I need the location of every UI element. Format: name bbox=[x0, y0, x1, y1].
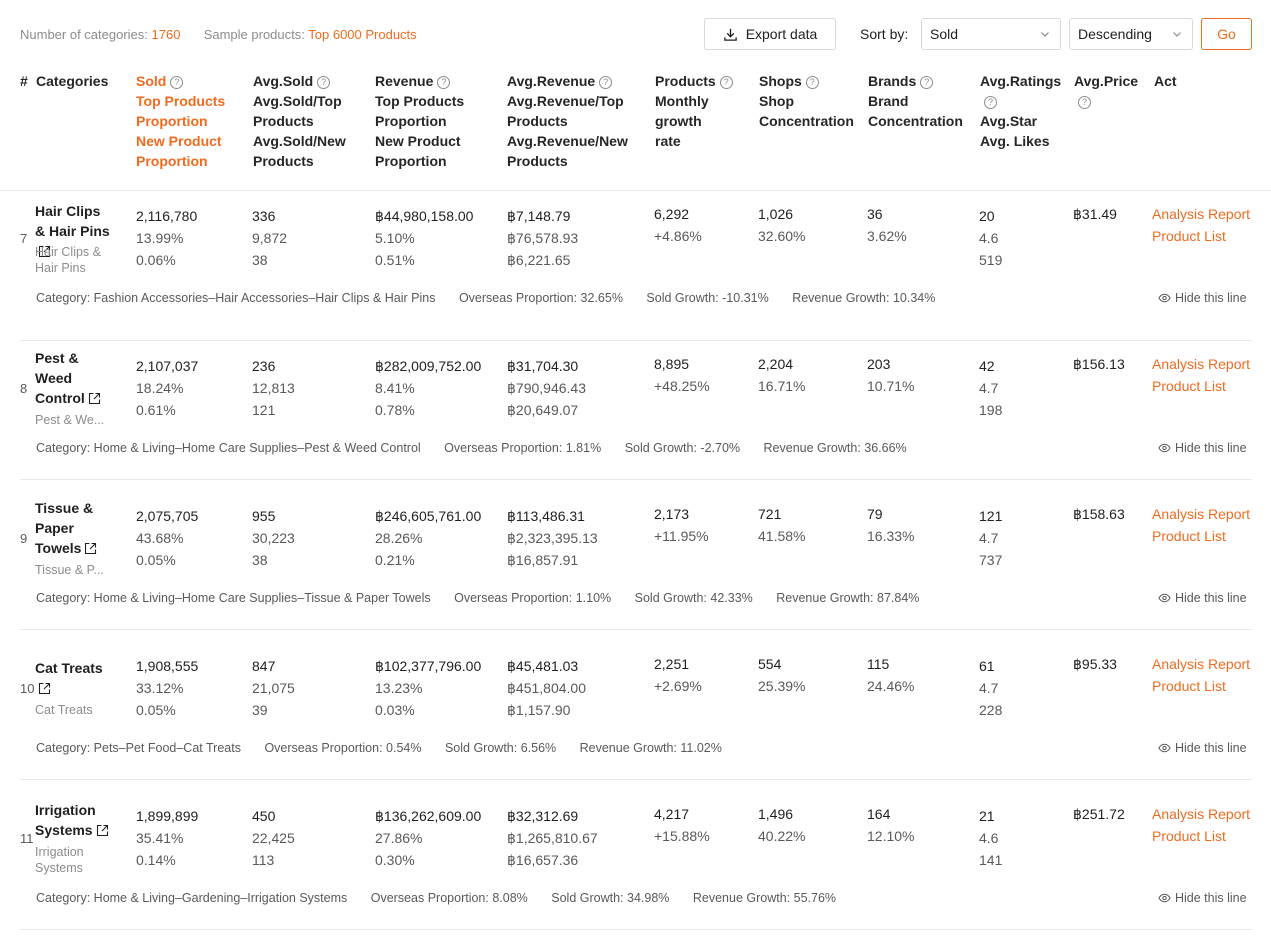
revenue-cell: ฿136,262,609.00 27.86% 0.30% bbox=[375, 808, 482, 868]
table-row bbox=[0, 780, 1271, 930]
table-row bbox=[0, 191, 1271, 341]
table-row bbox=[0, 330, 1271, 480]
header-avg-revenue[interactable]: Avg.Revenue ? Avg.Revenue/Top Products Avg.Revenue/New Products bbox=[507, 73, 628, 169]
help-icon[interactable]: ? bbox=[317, 76, 330, 89]
category-details bbox=[36, 741, 722, 755]
external-link-icon[interactable] bbox=[88, 392, 101, 405]
category-title[interactable]: Cat Treats bbox=[35, 658, 107, 698]
ratings-cell: 20 4.6 519 bbox=[979, 208, 1003, 268]
sold-growth: Sold Growth: 34.98% bbox=[551, 891, 670, 905]
avg-revenue-cell: ฿32,312.69 ฿1,265,810.67 ฿16,657.36 bbox=[507, 808, 598, 868]
product-list-link[interactable]: Product List bbox=[1152, 228, 1226, 244]
eye-icon bbox=[1158, 743, 1171, 753]
analysis-report-link[interactable]: Analysis Report bbox=[1152, 356, 1251, 372]
sample-products-value: Top 6000 Products bbox=[308, 27, 417, 42]
row-actions bbox=[1152, 803, 1250, 847]
row-actions bbox=[1152, 503, 1250, 547]
category-path: Category: Home & Living–Home Care Supplies–Tissue & Paper Towels bbox=[36, 591, 431, 605]
help-icon[interactable]: ? bbox=[1078, 96, 1091, 109]
external-link-icon[interactable] bbox=[96, 824, 109, 837]
summary-bar bbox=[20, 27, 417, 42]
shops-cell: 554 25.39% bbox=[758, 656, 806, 694]
sort-order-value: Descending bbox=[1078, 26, 1152, 42]
toolbar bbox=[0, 0, 1271, 70]
categories-count-label: Number of categories: bbox=[20, 27, 148, 42]
avg-revenue-cell: ฿45,481.03 ฿451,804.00 ฿1,157.90 bbox=[507, 658, 586, 718]
products-cell: 2,173 +11.95% bbox=[654, 506, 709, 544]
revenue-cell: ฿246,605,761.00 28.26% 0.21% bbox=[375, 508, 482, 568]
avg-sold-cell: 955 30,223 38 bbox=[252, 508, 295, 568]
category-title[interactable]: Tissue & Paper Towels bbox=[35, 498, 101, 558]
header-avg-sold[interactable]: Avg.Sold ? Avg.Sold/Top Products Avg.Sold/New Products bbox=[253, 73, 346, 169]
products-cell: 4,217 +15.88% bbox=[654, 806, 710, 844]
help-icon[interactable]: ? bbox=[170, 76, 183, 89]
row-actions bbox=[1152, 653, 1250, 697]
revenue-growth: Revenue Growth: 10.34% bbox=[792, 291, 936, 305]
analysis-report-link[interactable]: Analysis Report bbox=[1152, 206, 1251, 222]
brands-cell: 203 10.71% bbox=[867, 356, 915, 394]
sold-growth: Sold Growth: 42.33% bbox=[634, 591, 753, 605]
category-subtitle: Irrigation Systems bbox=[35, 845, 84, 875]
analysis-report-link[interactable]: Analysis Report bbox=[1152, 506, 1251, 522]
table-header bbox=[0, 70, 1271, 191]
help-icon[interactable]: ? bbox=[599, 76, 612, 89]
sold-cell: 1,899,899 35.41% 0.14% bbox=[136, 808, 199, 868]
help-icon[interactable]: ? bbox=[920, 76, 933, 89]
header-revenue[interactable]: Revenue ? Top Products Proportion New Product Proportion bbox=[375, 73, 465, 169]
sold-cell: 2,107,037 18.24% 0.61% bbox=[136, 358, 199, 418]
overseas-proportion: Overseas Proportion: 0.54% bbox=[264, 741, 422, 755]
sold-cell: 1,908,555 33.12% 0.05% bbox=[136, 658, 199, 718]
shops-cell: 2,204 16.71% bbox=[758, 356, 806, 394]
category-path: Category: Fashion Accessories–Hair Accessories–Hair Clips & Hair Pins bbox=[36, 291, 436, 305]
header-ratings[interactable]: Avg.Ratings? Avg.Star Avg. Likes bbox=[980, 73, 1062, 149]
chevron-down-icon bbox=[1039, 28, 1051, 40]
sold-cell: 2,116,780 13.99% 0.06% bbox=[136, 208, 198, 268]
category-title[interactable]: Hair Clips & Hair Pins bbox=[35, 201, 113, 261]
category-details bbox=[36, 891, 836, 905]
category-path: Category: Home & Living–Gardening–Irrigation Systems bbox=[36, 891, 348, 905]
header-categories: Categories bbox=[36, 73, 109, 89]
header-shops[interactable]: Shops ? Shop Concentration bbox=[759, 73, 854, 129]
brands-cell: 115 24.46% bbox=[867, 656, 915, 694]
products-cell: 2,251 +2.69% bbox=[654, 656, 702, 694]
header-sold[interactable]: Sold ? Top Products Proportion New Product Proportion bbox=[136, 73, 226, 169]
revenue-cell: ฿282,009,752.00 8.41% 0.78% bbox=[375, 358, 482, 418]
eye-icon bbox=[1158, 443, 1171, 453]
category-path: Category: Pets–Pet Food–Cat Treats bbox=[36, 741, 241, 755]
hide-line-button[interactable] bbox=[1158, 441, 1247, 455]
shops-cell: 721 41.58% bbox=[758, 506, 806, 544]
export-data-button[interactable] bbox=[704, 18, 836, 50]
help-icon[interactable]: ? bbox=[806, 76, 819, 89]
category-subtitle: Cat Treats bbox=[35, 703, 93, 717]
hide-line-button[interactable] bbox=[1158, 891, 1247, 905]
sold-growth: Sold Growth: -10.31% bbox=[646, 291, 769, 305]
row-rank: 9 bbox=[20, 531, 28, 546]
revenue-cell: ฿44,980,158.00 5.10% 0.51% bbox=[375, 208, 474, 268]
row-actions bbox=[1152, 203, 1250, 247]
category-subtitle: Hair Clips & Hair Pins bbox=[35, 245, 101, 275]
row-rank: 10 bbox=[20, 681, 35, 696]
revenue-growth: Revenue Growth: 11.02% bbox=[579, 741, 722, 755]
row-actions bbox=[1152, 353, 1250, 397]
categories-count-value: 1760 bbox=[151, 27, 181, 42]
category-details bbox=[36, 441, 907, 455]
chevron-down-icon bbox=[1171, 28, 1183, 40]
sort-by-label: Sort by: bbox=[860, 26, 909, 42]
row-rank: 11 bbox=[20, 831, 34, 846]
avg-revenue-cell: ฿7,148.79 ฿76,578.93 ฿6,221.65 bbox=[507, 208, 579, 268]
avg-sold-cell: 236 12,813 121 bbox=[252, 358, 295, 418]
sort-order-select[interactable] bbox=[1069, 18, 1193, 50]
external-link-icon[interactable] bbox=[38, 682, 51, 695]
hide-line-button[interactable] bbox=[1158, 591, 1247, 605]
category-subtitle: Tissue & P... bbox=[35, 563, 104, 577]
category-subtitle: Pest & We... bbox=[35, 413, 105, 427]
ratings-cell: 42 4.7 198 bbox=[979, 358, 1003, 418]
overseas-proportion: Overseas Proportion: 32.65% bbox=[458, 291, 623, 305]
hide-line-button[interactable] bbox=[1158, 291, 1247, 305]
shops-cell: 1,496 40.22% bbox=[758, 806, 806, 844]
products-cell: 6,292 +4.86% bbox=[654, 206, 702, 244]
sort-field-select[interactable] bbox=[921, 18, 1061, 50]
hide-line-label: Hide this line bbox=[1175, 291, 1247, 305]
revenue-growth: Revenue Growth: 87.84% bbox=[776, 591, 920, 605]
category-details bbox=[36, 291, 935, 305]
eye-icon bbox=[1158, 893, 1171, 903]
sold-growth: Sold Growth: -2.70% bbox=[624, 441, 741, 455]
brands-cell: 79 16.33% bbox=[867, 506, 915, 544]
download-icon bbox=[723, 27, 738, 42]
avg-sold-cell: 450 22,425 113 bbox=[252, 808, 295, 868]
eye-icon bbox=[1158, 593, 1171, 603]
sold-cell: 2,075,705 43.68% 0.05% bbox=[136, 508, 199, 568]
analysis-report-link[interactable]: Analysis Report bbox=[1152, 806, 1251, 822]
product-list-link[interactable]: Product List bbox=[1152, 378, 1226, 394]
overseas-proportion: Overseas Proportion: 1.10% bbox=[454, 591, 612, 605]
overseas-proportion: Overseas Proportion: 8.08% bbox=[370, 891, 528, 905]
analysis-report-link[interactable]: Analysis Report bbox=[1152, 656, 1251, 672]
brands-cell: 36 3.62% bbox=[867, 206, 907, 244]
brands-cell: 164 12.10% bbox=[867, 806, 915, 844]
category-path: Category: Home & Living–Home Care Supplies–Pest & Weed Control bbox=[36, 441, 421, 455]
hide-line-label: Hide this line bbox=[1175, 591, 1247, 605]
help-icon[interactable]: ? bbox=[437, 76, 450, 89]
avg-price-cell: ฿156.13 bbox=[1073, 356, 1125, 372]
shops-cell: 1,026 32.60% bbox=[758, 206, 806, 244]
row-divider bbox=[20, 929, 1252, 930]
avg-revenue-cell: ฿31,704.30 ฿790,946.43 ฿20,649.07 bbox=[507, 358, 586, 418]
eye-icon bbox=[1158, 293, 1171, 303]
go-button[interactable]: Go bbox=[1201, 18, 1252, 50]
header-rank: # bbox=[20, 73, 28, 89]
external-link-icon[interactable] bbox=[84, 542, 97, 555]
avg-price-cell: ฿31.49 bbox=[1073, 206, 1117, 222]
ratings-cell: 21 4.6 141 bbox=[979, 808, 1003, 868]
sample-products-label: Sample products: bbox=[203, 27, 305, 42]
avg-sold-cell: 336 9,872 38 bbox=[252, 208, 288, 268]
hide-line-label: Hide this line bbox=[1175, 441, 1247, 455]
ratings-cell: 121 4.7 737 bbox=[979, 508, 1003, 568]
header-products[interactable]: Products ? Monthly growth rate bbox=[655, 71, 755, 151]
products-cell: 8,895 +48.25% bbox=[654, 356, 710, 394]
overseas-proportion: Overseas Proportion: 1.81% bbox=[444, 441, 602, 455]
revenue-cell: ฿102,377,796.00 13.23% 0.03% bbox=[375, 658, 482, 718]
sort-field-value: Sold bbox=[930, 26, 959, 42]
product-list-link[interactable]: Product List bbox=[1152, 678, 1226, 694]
row-rank: 7 bbox=[20, 231, 28, 246]
table-row bbox=[0, 480, 1271, 630]
row-rank: 8 bbox=[20, 381, 28, 396]
help-icon[interactable]: ? bbox=[720, 76, 733, 89]
hide-line-button[interactable] bbox=[1158, 741, 1247, 755]
category-title[interactable]: Irrigation Systems bbox=[35, 800, 111, 840]
avg-revenue-cell: ฿113,486.31 ฿2,323,395.13 ฿16,857.91 bbox=[507, 508, 598, 568]
help-icon[interactable]: ? bbox=[984, 96, 997, 109]
ratings-cell: 61 4.7 228 bbox=[979, 658, 1003, 718]
avg-sold-cell: 847 21,075 39 bbox=[252, 658, 295, 718]
hide-line-label: Hide this line bbox=[1175, 741, 1247, 755]
hide-line-label: Hide this line bbox=[1175, 891, 1247, 905]
avg-price-cell: ฿95.33 bbox=[1073, 656, 1117, 672]
header-act: Act bbox=[1154, 73, 1177, 89]
category-details bbox=[36, 591, 919, 605]
product-list-link[interactable]: Product List bbox=[1152, 528, 1226, 544]
export-data-label: Export data bbox=[745, 26, 818, 42]
header-brands[interactable]: Brands ? Brand Concentration bbox=[868, 73, 963, 129]
sold-growth: Sold Growth: 6.56% bbox=[444, 741, 557, 755]
avg-price-cell: ฿251.72 bbox=[1073, 806, 1125, 822]
table-row bbox=[0, 630, 1271, 780]
category-title[interactable]: Pest & Weed Control bbox=[35, 348, 101, 408]
revenue-growth: Revenue Growth: 36.66% bbox=[763, 441, 907, 455]
product-list-link[interactable]: Product List bbox=[1152, 828, 1226, 844]
avg-price-cell: ฿158.63 bbox=[1073, 506, 1125, 522]
header-avg-price[interactable]: Avg.Price? bbox=[1074, 73, 1139, 107]
revenue-growth: Revenue Growth: 55.76% bbox=[692, 891, 837, 905]
